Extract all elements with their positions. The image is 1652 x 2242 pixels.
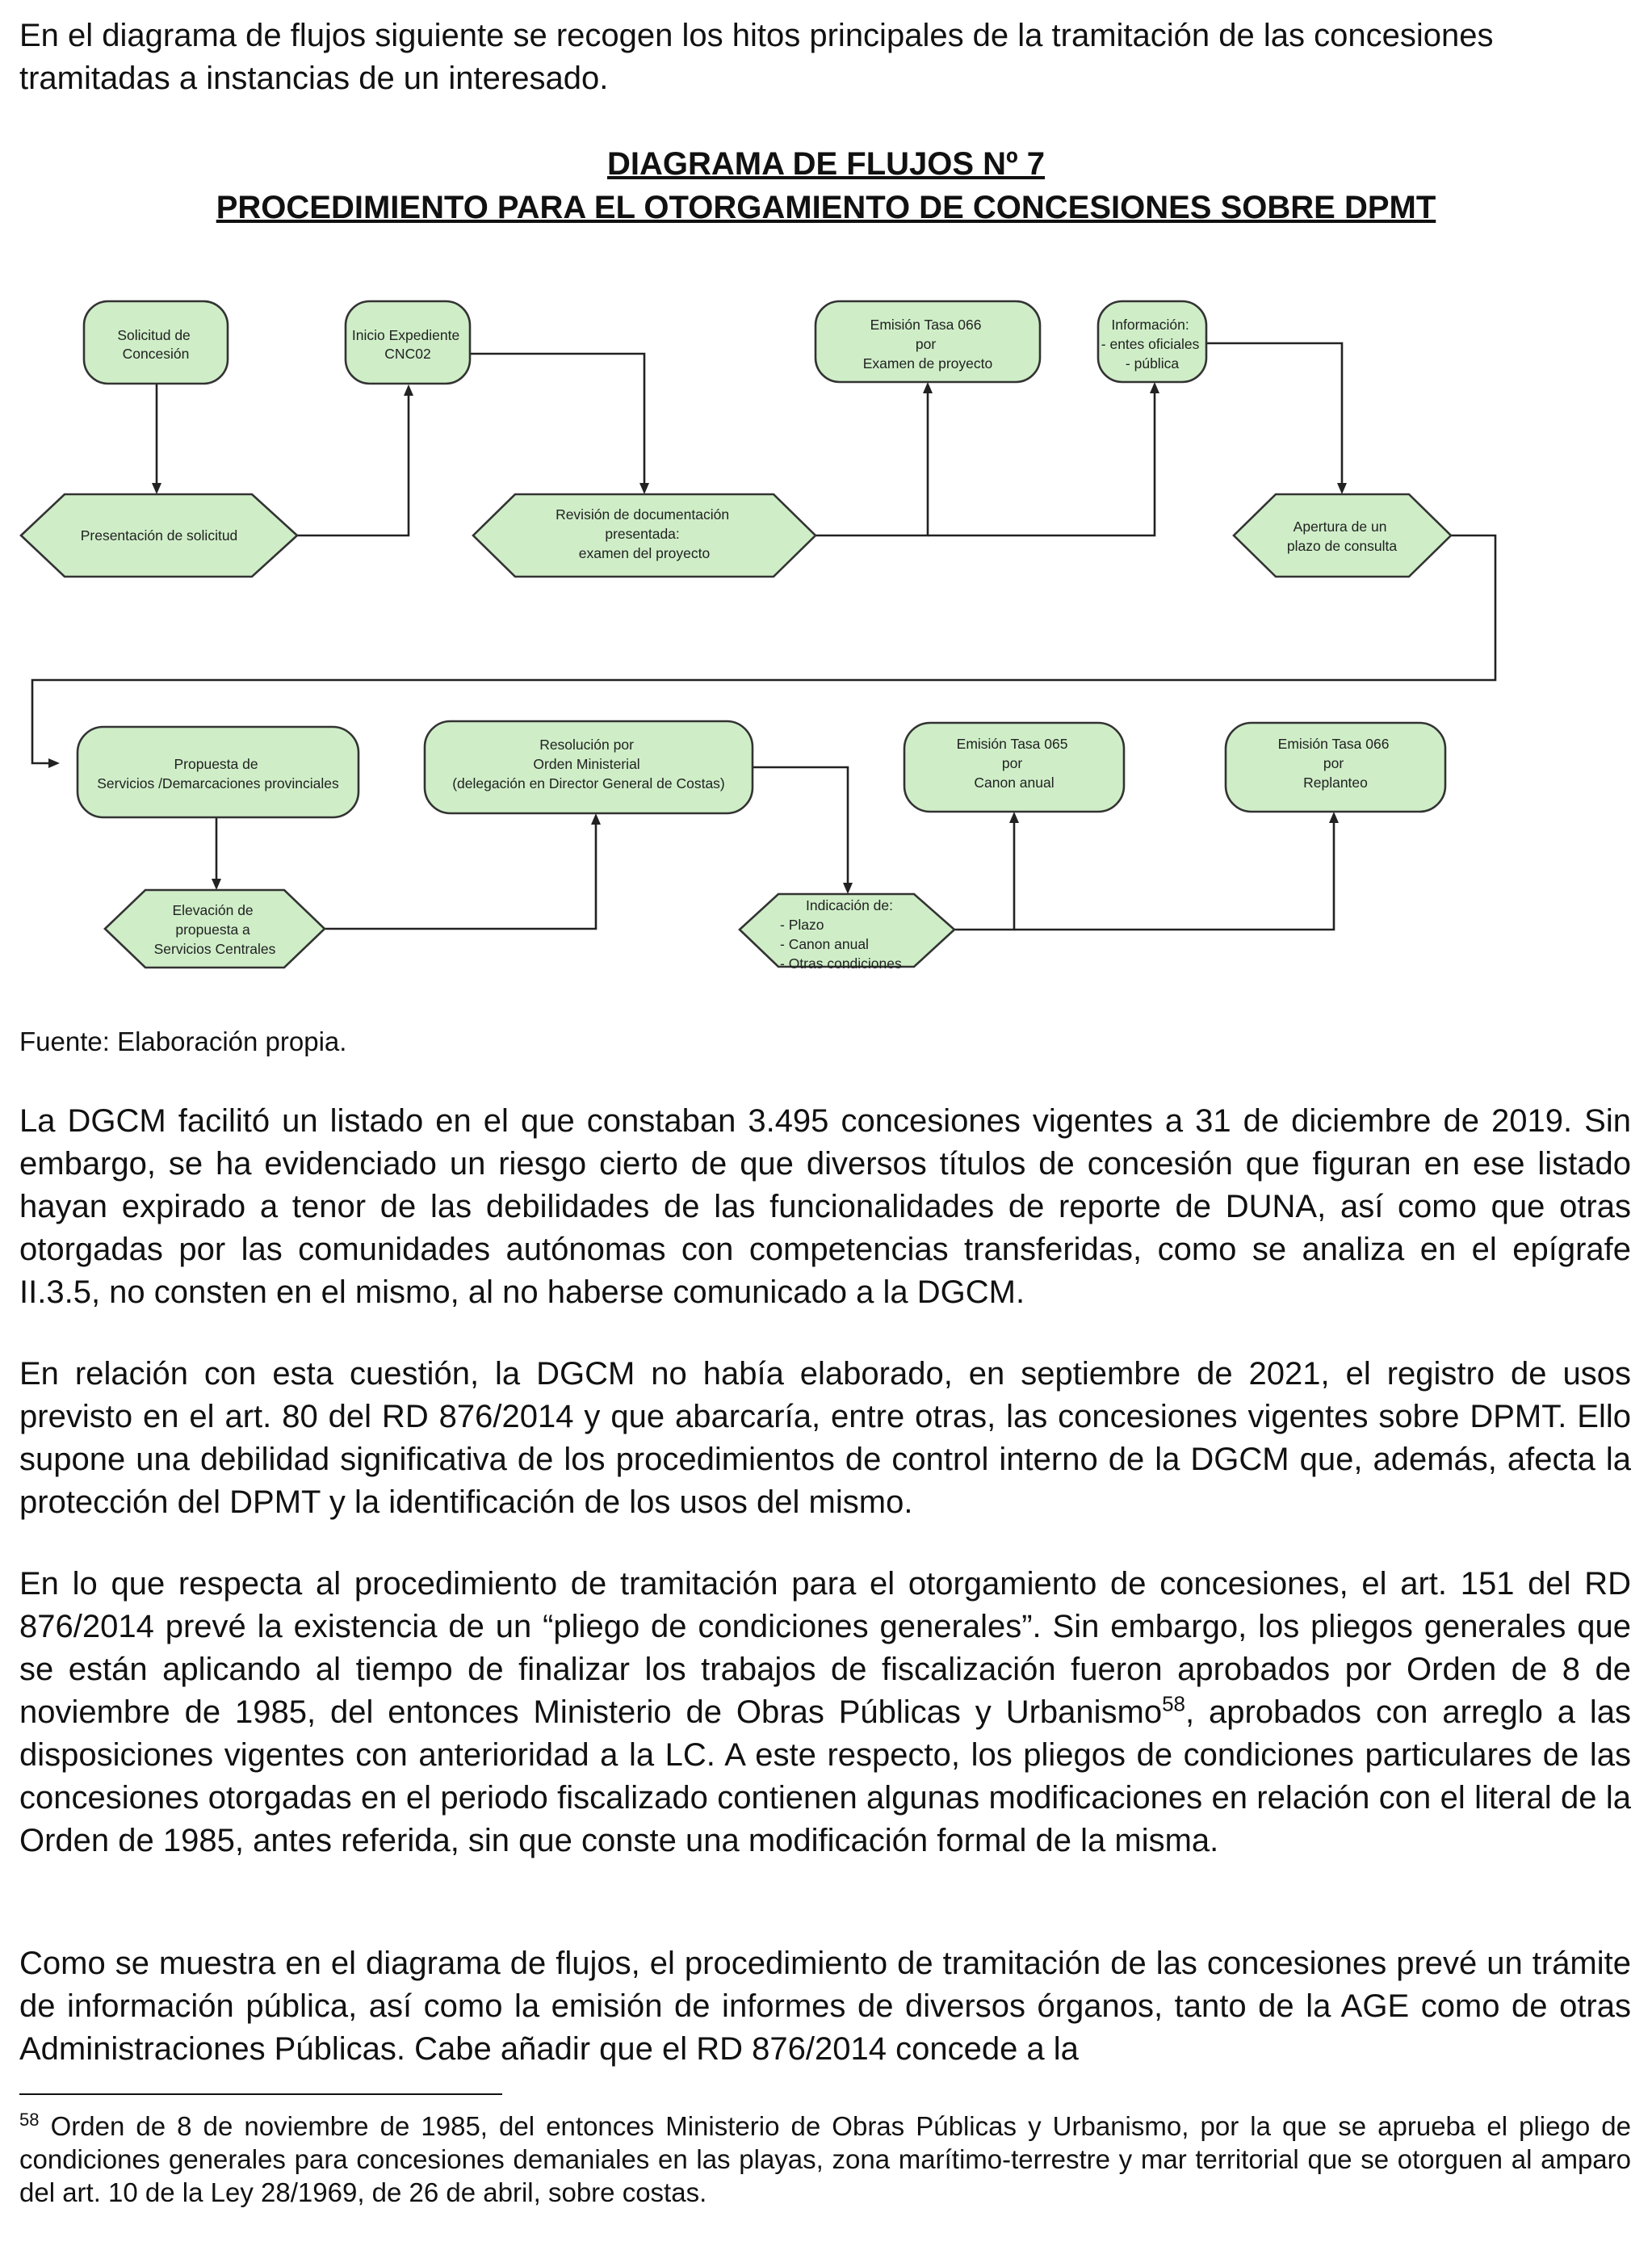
node-emision-tasa-065-canon <box>904 723 1124 812</box>
flow-diagram <box>16 287 1502 997</box>
arrowhead <box>923 382 933 393</box>
node-solicitud-concesion <box>84 301 228 384</box>
node-text: Propuesta de Servicios /Demarcaciones provinciales <box>97 756 339 791</box>
node-text: Información: - entes oficiales - pública <box>1101 317 1200 372</box>
node-text: Solicitud de Concesión <box>117 327 191 362</box>
node-revision-documentacion <box>473 494 816 577</box>
connector-resolucion-indicacion <box>753 767 848 883</box>
node-text: Emisión Tasa 065 por Canon anual <box>956 736 1068 791</box>
diagram-title <box>0 142 1652 229</box>
connector-elevacion-resolucion <box>325 825 596 929</box>
footnote-number: 58 <box>19 2110 40 2130</box>
arrowhead <box>1150 382 1159 393</box>
node-text-list: - Plazo - Canon anual - Otras condiciones <box>780 917 902 972</box>
footnote-58 <box>19 2110 1631 2209</box>
node-inicio-expediente <box>346 301 470 384</box>
connector-informacion-apertura <box>1206 343 1342 483</box>
paragraph-3-part-a: En lo que respecta al procedimiento de tramitación para el otorgamiento de concesiones, el art. 151 del RD 876/2014 prevé la existencia de un “pliego de condiciones generales”. Sin embargo, los pliegos generales que se están aplicando al tiempo de finalizar los trabajos de fiscalización fueron aprobados por Orden de 8 de noviembre de 1985, del entonces Ministerio de Obras Públicas y Urbanismo <box>19 1566 1631 1730</box>
paragraph-1: La DGCM facilitó un listado en el que constaban 3.495 concesiones vigentes a 31 de diciembre de 2019. Sin embargo, se ha evidenciado un riesgo cierto de que diversos títulos de concesión que figuran en ese listado hayan expirado a tenor de las debilidades de las funcionalidades de reporte de DUNA, así como que otras otorgadas por las comunidades autónomas con competencias transferidas, como se analiza en el epígrafe II.3.5, no consten en el mismo, al no haberse comunicado a la DGCM. <box>19 1103 1631 1310</box>
connector-indicacion-tasa066-replanteo <box>1014 823 1334 930</box>
flow-connectors <box>32 343 1495 930</box>
diagram-title-line1: DIAGRAMA DE FLUJOS Nº 7 <box>606 146 1046 182</box>
node-text: Revisión de documentación presentada: examen del proyecto <box>556 506 730 561</box>
footnote-separator <box>19 2093 502 2095</box>
node-presentacion-solicitud <box>21 494 297 577</box>
node-text: Apertura de un plazo de consulta <box>1286 519 1398 554</box>
node-text: Inicio Expediente CNC02 <box>351 327 460 362</box>
connector-revision-tasa066 <box>816 393 928 535</box>
arrowhead <box>1329 812 1339 823</box>
arrowhead <box>639 483 649 494</box>
node-indicacion <box>740 894 954 972</box>
node-text: Presentación de solicitud <box>80 527 238 544</box>
footnote-text: Orden de 8 de noviembre de 1985, del entonces Ministerio de Obras Públicas y Urbanismo, por la que se aprueba el pliego de condiciones generales para concesiones demaniales en las playas, zona marítimo-terrestre y mar territorial que se otorguen al amparo del art. 10 de la Ley 28/1969, de 26 de abril, sobre costas. <box>19 2111 1631 2207</box>
node-propuesta-servicios <box>78 727 358 817</box>
node-apertura-plazo-consulta <box>1234 494 1451 577</box>
node-text: Emisión Tasa 066 por Examen de proyecto <box>862 317 993 372</box>
node-emision-tasa-066-replanteo <box>1226 723 1445 812</box>
node-resolucion-orden-ministerial <box>425 721 753 813</box>
paragraph-4: Como se muestra en el diagrama de flujos, el procedimiento de tramitación de las concesiones prevé un trámite de información pública, así como la emisión de informes de diversos órganos, tanto de la AGE como de otras Administraciones Públicas. Cabe añadir que el RD 876/2014 concede a la <box>19 1946 1631 2067</box>
arrowhead <box>152 483 161 494</box>
figure-source: Fuente: Elaboración propia. <box>19 1027 347 1056</box>
arrowhead <box>1337 483 1347 494</box>
arrowhead <box>48 758 60 768</box>
node-elevacion-propuesta <box>105 890 325 968</box>
arrowhead <box>1009 812 1019 823</box>
connector-revision-informacion <box>928 393 1155 535</box>
diagram-title-line2: PROCEDIMIENTO PARA EL OTORGAMIENTO DE CONCESIONES SOBRE DPMT <box>216 190 1436 225</box>
node-text: Emisión Tasa 066 por Replanteo <box>1277 736 1390 791</box>
node-informacion <box>1098 301 1206 382</box>
paragraph-2: En relación con esta cuestión, la DGCM no había elaborado, en septiembre de 2021, el registro de usos previsto en el art. 80 del RD 876/2014 y que abarcaría, entre otras, las concesiones vigentes sobre DPMT. Ello supone una debilidad significativa de los procedimientos de control interno de la DGCM que, además, afecta la protección del DPMT y la identificación de los usos del mismo. <box>19 1356 1631 1520</box>
arrowhead <box>212 879 221 890</box>
paragraph-3 <box>19 1563 1631 1862</box>
connector-indicacion-tasa065 <box>954 823 1014 930</box>
arrowhead <box>591 813 601 825</box>
node-text-heading: Indicación de: <box>806 897 893 913</box>
node-text: Elevación de propuesta a Servicios Centrales <box>153 902 276 957</box>
node-text: Resolución por Orden Ministerial (delegación en Director General de Costas) <box>452 737 725 791</box>
arrowhead <box>843 883 853 894</box>
connector-inicio-revision <box>470 354 644 483</box>
arrowhead <box>404 384 413 396</box>
connector-presentacion-inicio <box>297 396 409 535</box>
intro-paragraph: En el diagrama de flujos siguiente se recogen los hitos principales de la tramitación de las concesiones tramitadas a instancias de un interesado. <box>19 18 1494 96</box>
paragraph-3-part-b: , aprobados con arreglo a las disposiciones vigentes con anterioridad a la LC. A este respecto, los pliegos de condiciones particulares de las concesiones otorgadas en el periodo fiscalizado contienen algunas modificaciones en relación con el literal de la Orden de 1985, antes referida, sin que conste una modificación formal de la misma. <box>19 1694 1631 1858</box>
node-emision-tasa-066-examen <box>816 301 1040 382</box>
footnote-reference[interactable]: 58 <box>1162 1691 1186 1716</box>
